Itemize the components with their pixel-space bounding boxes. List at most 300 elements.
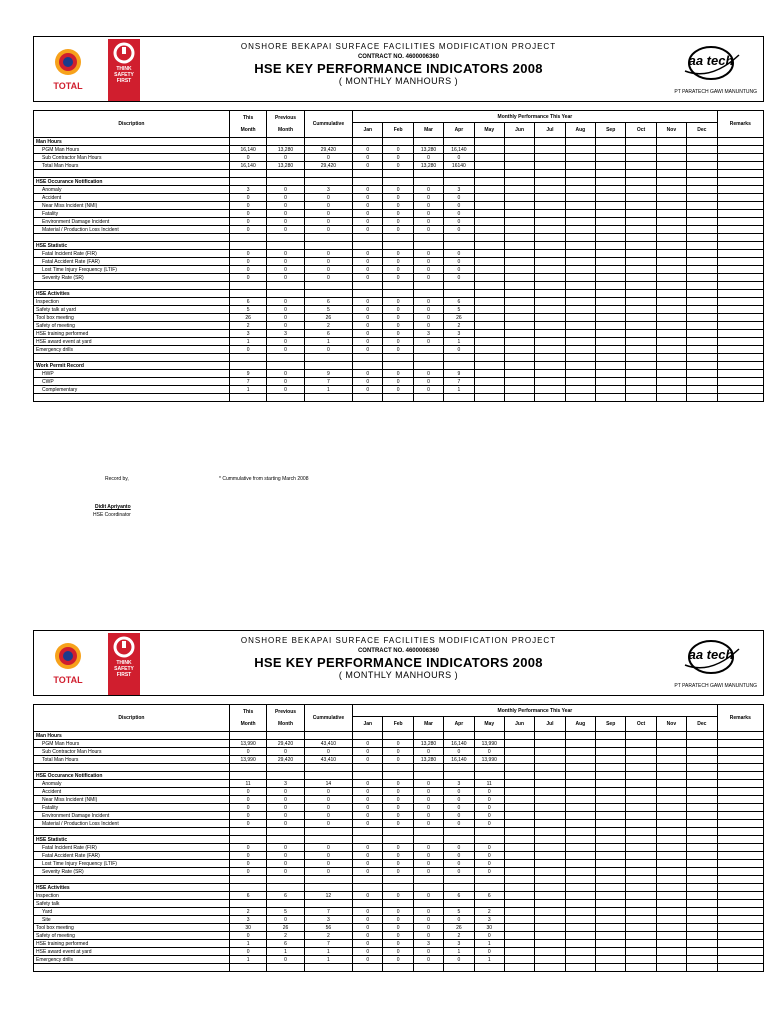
col-month-oct: Oct	[626, 717, 656, 732]
empty-cell	[229, 964, 266, 972]
section-title-row	[34, 772, 764, 780]
month-value	[626, 900, 656, 908]
empty-cell	[444, 764, 474, 772]
month-value	[535, 892, 565, 900]
month-value	[596, 852, 626, 860]
col-previous-month-line2: Month	[278, 127, 293, 133]
cumulative-value: 14	[304, 780, 352, 788]
month-value: 0	[413, 186, 443, 194]
month-value: 0	[353, 892, 383, 900]
month-value: 0	[413, 226, 443, 234]
empty-cell	[304, 764, 352, 772]
empty-cell	[504, 876, 534, 884]
empty-cell	[444, 234, 474, 242]
month-value	[656, 274, 686, 282]
empty-cell	[353, 732, 383, 740]
month-value: 13,280	[413, 146, 443, 154]
month-value	[474, 322, 504, 330]
month-value: 0	[413, 370, 443, 378]
col-description: Discription	[34, 705, 230, 732]
month-value: 0	[353, 306, 383, 314]
month-value	[504, 330, 534, 338]
this-month-value: 0	[229, 218, 266, 226]
month-value	[504, 804, 534, 812]
month-value: 0	[444, 956, 474, 964]
month-value	[504, 908, 534, 916]
month-value	[656, 370, 686, 378]
month-value	[656, 908, 686, 916]
empty-cell	[717, 138, 763, 146]
empty-cell	[304, 876, 352, 884]
empty-cell	[474, 178, 504, 186]
month-value	[535, 370, 565, 378]
month-value	[687, 186, 718, 194]
title-block	[184, 42, 613, 86]
table-row	[34, 932, 764, 940]
month-value	[596, 202, 626, 210]
month-value	[687, 210, 718, 218]
month-value: 0	[383, 346, 413, 354]
month-value: 1	[474, 956, 504, 964]
empty-cell	[383, 178, 413, 186]
previous-month-value: 0	[267, 338, 304, 346]
section-title: HSE Statistic	[34, 242, 230, 250]
empty-cell	[383, 772, 413, 780]
month-value	[687, 266, 718, 274]
month-value: 0	[444, 812, 474, 820]
month-value: 0	[474, 820, 504, 828]
month-value: 0	[353, 314, 383, 322]
remarks-value	[717, 844, 763, 852]
empty-cell	[535, 836, 565, 844]
previous-month-value: 0	[267, 378, 304, 386]
month-value	[656, 346, 686, 354]
month-value	[656, 202, 686, 210]
month-value	[656, 852, 686, 860]
month-value	[474, 386, 504, 394]
month-value	[596, 892, 626, 900]
this-month-value	[229, 900, 266, 908]
month-value: 3	[413, 330, 443, 338]
month-value: 26	[444, 314, 474, 322]
month-value: 0	[413, 338, 443, 346]
empty-cell	[474, 964, 504, 972]
month-value	[687, 908, 718, 916]
empty-cell	[535, 876, 565, 884]
month-value	[535, 338, 565, 346]
row-label: Material / Production Loss Incident	[34, 820, 230, 828]
empty-cell	[383, 282, 413, 290]
month-value	[626, 956, 656, 964]
empty-cell	[596, 884, 626, 892]
empty-cell	[267, 732, 304, 740]
table-row	[34, 892, 764, 900]
this-month-value: 0	[229, 266, 266, 274]
section-title: HSE Occurance Notification	[34, 178, 230, 186]
col-month-jun: Jun	[504, 717, 534, 732]
this-month-value: 2	[229, 322, 266, 330]
table-row	[34, 804, 764, 812]
month-value	[626, 852, 656, 860]
empty-cell	[34, 170, 230, 178]
cumulative-value: 0	[304, 844, 352, 852]
empty-cell	[596, 290, 626, 298]
month-value	[565, 748, 595, 756]
month-value	[535, 908, 565, 916]
row-label: Tool box meeting	[34, 924, 230, 932]
month-value: 0	[413, 298, 443, 306]
row-label: Severity Rate (SR)	[34, 274, 230, 282]
empty-cell	[229, 362, 266, 370]
project-name: ONSHORE BEKAPAI SURFACE FACILITIES MODIFICATION PROJECT	[240, 42, 557, 51]
month-value	[596, 194, 626, 202]
empty-cell	[565, 732, 595, 740]
month-value: 3	[413, 940, 443, 948]
empty-cell	[565, 354, 595, 362]
empty-cell	[267, 290, 304, 298]
total-logo	[42, 639, 94, 687]
month-value: 0	[383, 162, 413, 170]
month-value	[656, 812, 686, 820]
month-value	[565, 916, 595, 924]
month-value	[656, 210, 686, 218]
month-value	[504, 868, 534, 876]
empty-cell	[565, 394, 595, 402]
remarks-value	[717, 218, 763, 226]
month-value	[596, 740, 626, 748]
month-value	[565, 202, 595, 210]
remarks-value	[717, 892, 763, 900]
company-name: PT PARATECH GAWI MANUNTUNG	[674, 89, 757, 95]
month-value: 0	[383, 218, 413, 226]
cumulative-value: 29,420	[304, 162, 352, 170]
month-value	[626, 924, 656, 932]
col-previous-month-line1: Previous	[274, 709, 297, 715]
this-month-value: 1	[229, 338, 266, 346]
month-value	[626, 860, 656, 868]
this-month-value: 26	[229, 314, 266, 322]
cumulative-value: 0	[304, 788, 352, 796]
month-value	[656, 756, 686, 764]
month-value	[687, 370, 718, 378]
month-value	[656, 250, 686, 258]
empty-cell	[304, 138, 352, 146]
month-value	[504, 314, 534, 322]
col-month-aug: Aug	[565, 717, 595, 732]
empty-cell	[687, 772, 718, 780]
empty-cell	[504, 764, 534, 772]
month-value	[565, 796, 595, 804]
empty-cell	[656, 964, 686, 972]
month-value	[687, 386, 718, 394]
month-value	[656, 748, 686, 756]
empty-cell	[474, 732, 504, 740]
month-value	[687, 322, 718, 330]
month-value: 11	[474, 780, 504, 788]
cumulative-value: 1	[304, 386, 352, 394]
empty-cell	[474, 764, 504, 772]
empty-cell	[626, 362, 656, 370]
month-value	[565, 194, 595, 202]
month-value	[535, 748, 565, 756]
empty-cell	[504, 138, 534, 146]
think-safety-first-logo: THINK SAFETY FIRST	[108, 633, 140, 695]
empty-cell	[444, 828, 474, 836]
month-value	[474, 370, 504, 378]
svg-text:TOTAL: TOTAL	[53, 81, 83, 91]
month-value	[565, 788, 595, 796]
this-month-value: 6	[229, 298, 266, 306]
col-monthly-performance: Monthly Performance This Year	[353, 705, 717, 717]
empty-cell	[353, 282, 383, 290]
month-value	[535, 258, 565, 266]
aa-tech-logo	[681, 41, 741, 85]
empty-cell	[34, 394, 230, 402]
cumulative-value: 9	[304, 370, 352, 378]
month-value: 0	[353, 924, 383, 932]
empty-cell	[474, 884, 504, 892]
month-value	[565, 386, 595, 394]
row-label: Safety talk at yard	[34, 306, 230, 314]
month-value	[596, 932, 626, 940]
month-value	[596, 868, 626, 876]
empty-cell	[596, 138, 626, 146]
table-row	[34, 314, 764, 322]
empty-cell	[353, 138, 383, 146]
month-value: 0	[383, 338, 413, 346]
month-value	[565, 266, 595, 274]
month-value: 16,140	[444, 756, 474, 764]
month-value: 0	[353, 226, 383, 234]
month-value	[535, 956, 565, 964]
month-value	[596, 322, 626, 330]
month-value	[656, 226, 686, 234]
month-value	[626, 796, 656, 804]
table-row	[34, 370, 764, 378]
month-value	[535, 250, 565, 258]
month-value: 0	[474, 812, 504, 820]
month-value: 0	[353, 780, 383, 788]
month-value	[626, 202, 656, 210]
month-value	[565, 860, 595, 868]
empty-cell	[687, 242, 718, 250]
spacer-row	[34, 828, 764, 836]
col-this-month	[229, 111, 266, 138]
previous-month-value: 0	[267, 386, 304, 394]
month-value: 0	[353, 844, 383, 852]
month-value: 0	[413, 258, 443, 266]
empty-cell	[413, 242, 443, 250]
empty-cell	[267, 354, 304, 362]
month-value	[504, 210, 534, 218]
remarks-value	[717, 940, 763, 948]
table-row	[34, 940, 764, 948]
cumulative-value: 0	[304, 796, 352, 804]
empty-cell	[229, 234, 266, 242]
empty-cell	[626, 178, 656, 186]
month-value	[596, 844, 626, 852]
col-monthly-performance: Monthly Performance This Year	[353, 111, 717, 123]
month-value	[656, 162, 686, 170]
col-month-nov: Nov	[656, 123, 686, 138]
month-value: 0	[413, 924, 443, 932]
empty-cell	[267, 876, 304, 884]
month-value: 0	[383, 948, 413, 956]
empty-cell	[565, 362, 595, 370]
row-label: HWP	[34, 370, 230, 378]
empty-cell	[626, 884, 656, 892]
remarks-value	[717, 210, 763, 218]
col-month-nov: Nov	[656, 717, 686, 732]
empty-cell	[717, 884, 763, 892]
month-value: 0	[474, 932, 504, 940]
empty-cell	[535, 354, 565, 362]
month-value	[504, 194, 534, 202]
month-value: 0	[413, 202, 443, 210]
remarks-value	[717, 386, 763, 394]
cumulative-value: 2	[304, 322, 352, 330]
row-label: Accident	[34, 194, 230, 202]
previous-month-value: 13,280	[267, 146, 304, 154]
month-value	[565, 346, 595, 354]
row-label: Near Miss Incident (NMI)	[34, 796, 230, 804]
month-value	[596, 820, 626, 828]
empty-cell	[229, 836, 266, 844]
month-value	[626, 346, 656, 354]
month-value	[596, 154, 626, 162]
month-value	[656, 820, 686, 828]
month-value: 0	[353, 154, 383, 162]
spacer-row	[34, 876, 764, 884]
table-row	[34, 346, 764, 354]
month-value: 16,140	[444, 740, 474, 748]
month-value	[687, 748, 718, 756]
section-title-row	[34, 836, 764, 844]
month-value	[596, 258, 626, 266]
month-value: 0	[413, 306, 443, 314]
empty-cell	[626, 764, 656, 772]
month-value: 0	[353, 956, 383, 964]
empty-cell	[535, 170, 565, 178]
month-value	[504, 788, 534, 796]
month-value: 3	[444, 940, 474, 948]
empty-cell	[717, 282, 763, 290]
month-value	[656, 154, 686, 162]
month-value	[656, 306, 686, 314]
empty-cell	[565, 234, 595, 242]
empty-cell	[687, 964, 718, 972]
month-value	[535, 306, 565, 314]
company-name: PT PARATECH GAWI MANUNTUNG	[674, 683, 757, 689]
row-label: HSE training performed	[34, 330, 230, 338]
month-value: 0	[444, 788, 474, 796]
empty-cell	[687, 170, 718, 178]
month-value: 0	[474, 804, 504, 812]
month-value: 0	[444, 916, 474, 924]
empty-cell	[687, 884, 718, 892]
empty-cell	[383, 290, 413, 298]
table-row	[34, 820, 764, 828]
title-block	[184, 636, 613, 680]
remarks-value	[717, 226, 763, 234]
table-row	[34, 386, 764, 394]
remarks-value	[717, 378, 763, 386]
previous-month-value: 0	[267, 370, 304, 378]
empty-cell	[474, 234, 504, 242]
remarks-value	[717, 756, 763, 764]
empty-cell	[444, 964, 474, 972]
empty-cell	[444, 170, 474, 178]
empty-cell	[474, 836, 504, 844]
empty-cell	[626, 170, 656, 178]
month-value	[687, 916, 718, 924]
month-value	[504, 852, 534, 860]
previous-month-value: 0	[267, 868, 304, 876]
section-title-row	[34, 138, 764, 146]
empty-cell	[474, 290, 504, 298]
month-value	[504, 900, 534, 908]
empty-cell	[413, 876, 443, 884]
month-value: 0	[444, 250, 474, 258]
report-title: HSE KEY PERFORMANCE INDICATORS 2008	[254, 61, 543, 76]
empty-cell	[229, 772, 266, 780]
row-label: Anomaly	[34, 780, 230, 788]
month-value	[656, 940, 686, 948]
month-value	[656, 932, 686, 940]
month-value: 0	[413, 210, 443, 218]
month-value	[474, 298, 504, 306]
col-month-feb: Feb	[383, 123, 413, 138]
empty-cell	[656, 290, 686, 298]
month-value: 2	[444, 322, 474, 330]
month-value: 0	[444, 202, 474, 210]
empty-cell	[626, 876, 656, 884]
row-label: Environment Damage Incident	[34, 218, 230, 226]
month-value	[504, 298, 534, 306]
month-value	[504, 338, 534, 346]
cumulative-value: 0	[304, 868, 352, 876]
month-value	[687, 154, 718, 162]
month-value: 0	[353, 186, 383, 194]
col-month-may: May	[474, 123, 504, 138]
table-row	[34, 274, 764, 282]
table-row	[34, 860, 764, 868]
empty-cell	[229, 354, 266, 362]
row-label: Sub Contractor Man Hours	[34, 154, 230, 162]
remarks-value	[717, 146, 763, 154]
month-value: 0	[413, 812, 443, 820]
month-value: 0	[444, 194, 474, 202]
month-value: 0	[444, 804, 474, 812]
month-value	[596, 338, 626, 346]
month-value	[413, 346, 443, 354]
empty-cell	[535, 234, 565, 242]
remarks-value	[717, 868, 763, 876]
month-value	[535, 162, 565, 170]
section-title: HSE Statistic	[34, 836, 230, 844]
empty-cell	[383, 884, 413, 892]
month-value	[504, 322, 534, 330]
section-title-row	[34, 884, 764, 892]
month-value	[626, 330, 656, 338]
month-value	[535, 924, 565, 932]
report-header	[33, 36, 764, 102]
month-value	[535, 210, 565, 218]
empty-cell	[535, 884, 565, 892]
month-value: 0	[383, 916, 413, 924]
table-row	[34, 844, 764, 852]
month-value: 0	[413, 844, 443, 852]
